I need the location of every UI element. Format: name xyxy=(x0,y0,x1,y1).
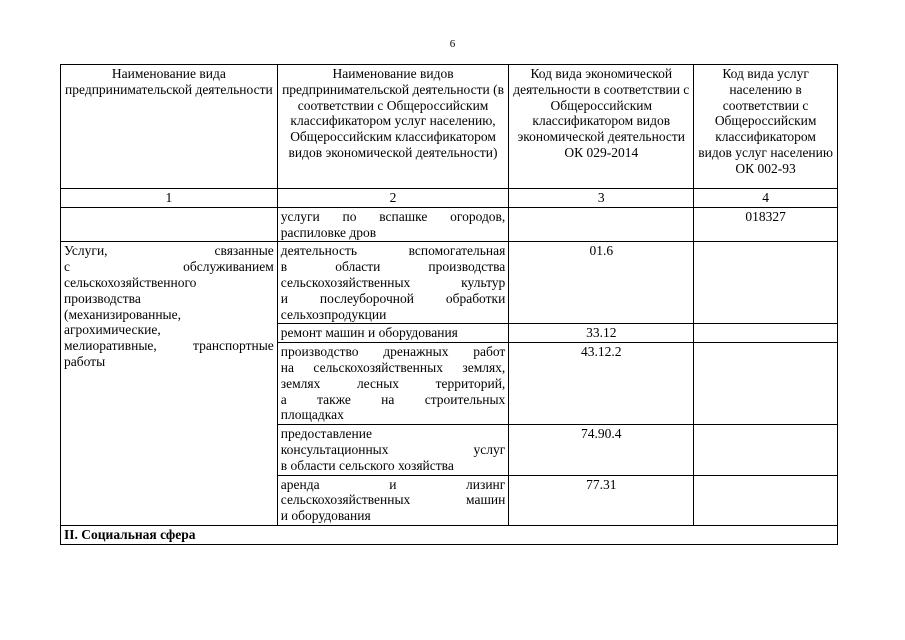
activity-line: предоставление xyxy=(280,426,372,442)
activity-line: на сельскохозяйственных землях, xyxy=(280,359,506,375)
empty-cell xyxy=(509,207,694,242)
activity-name-cell xyxy=(277,343,509,425)
table-row xyxy=(61,207,838,242)
activity-line: аренда и лизинг xyxy=(280,476,506,492)
column-number: 1 xyxy=(61,189,278,208)
column-number: 3 xyxy=(509,189,694,208)
okved-code-cell: 74.90.4 xyxy=(509,425,694,475)
activity-line: распиловке дров xyxy=(280,224,377,240)
activity-line: в области сельского хозяйства xyxy=(280,457,454,473)
activity-name-cell xyxy=(277,207,509,242)
empty-cell xyxy=(694,343,838,425)
group-name-line: сельскохозяйственного xyxy=(64,274,197,290)
group-name-line: Услуги, связанные xyxy=(64,243,274,259)
activity-line: производство дренажных работ xyxy=(280,344,506,360)
header-row xyxy=(61,65,838,189)
group-name-line: производства xyxy=(64,290,141,306)
okved-code-cell: 01.6 xyxy=(509,242,694,324)
group-name-line: с обслуживанием xyxy=(64,259,274,275)
activities-table xyxy=(60,64,838,545)
header-activity-names: Наименование видов предпринимательской деятельности (в соответствии с Общероссийским классификатором услуг населению, Общероссийским классификатором видов экономической деятельности) xyxy=(277,65,509,189)
activity-line: в области производства xyxy=(280,259,506,275)
header-okun-code: Код вида услуг населению в соответствии с Общероссийским классификатором видов услуг населению ОК 002-93 xyxy=(694,65,838,189)
okved-code-cell: 33.12 xyxy=(509,324,694,343)
group-name-line: (механизированные, xyxy=(64,306,181,322)
column-number: 2 xyxy=(277,189,509,208)
okun-code-cell: 018327 xyxy=(694,207,838,242)
activity-line: консультационных услуг xyxy=(280,441,506,457)
activity-name-cell xyxy=(277,242,509,324)
column-number-row xyxy=(61,189,838,208)
activity-line: ремонт машин и оборудования xyxy=(280,325,458,341)
activity-name-cell xyxy=(277,475,509,525)
activity-line: и оборудования xyxy=(280,508,371,524)
activity-line: услуги по вспашке огородов, xyxy=(280,208,506,224)
page-number: 6 xyxy=(449,38,456,50)
activity-line: а также на строительных xyxy=(280,391,506,407)
activity-line: и послеуборочной обработки xyxy=(280,290,506,306)
empty-cell xyxy=(694,475,838,525)
activity-line: деятельность вспомогательная xyxy=(280,243,506,259)
activity-name-cell xyxy=(277,324,509,343)
activity-line: сельскохозяйственных машин xyxy=(280,492,506,508)
empty-cell xyxy=(694,242,838,324)
okved-code-cell: 77.31 xyxy=(509,475,694,525)
column-number: 4 xyxy=(694,189,838,208)
activity-line: сельхозпродукции xyxy=(280,306,387,322)
header-activity-type: Наименование вида предпринимательской деятельности xyxy=(61,65,278,189)
activity-group-name-cell xyxy=(61,242,278,526)
section-title: II. Социальная сфера xyxy=(61,525,838,544)
empty-cell xyxy=(694,425,838,475)
activity-line: землях лесных территорий, xyxy=(280,375,506,391)
group-name-line: работы xyxy=(64,353,106,369)
empty-cell xyxy=(61,207,278,242)
group-name-line: мелиоративные, транспортные xyxy=(64,338,274,354)
activity-line: сельскохозяйственных культур xyxy=(280,274,506,290)
activity-name-cell xyxy=(277,425,509,475)
okved-code-cell: 43.12.2 xyxy=(509,343,694,425)
empty-cell xyxy=(694,324,838,343)
group-name-line: агрохимические, xyxy=(64,322,161,338)
activity-line: площадках xyxy=(280,407,344,423)
header-okved-code: Код вида экономической деятельности в соответствии с Общероссийским классификатором видов экономической деятельности ОК 029-2014 xyxy=(509,65,694,189)
section-row xyxy=(61,525,838,544)
table-row xyxy=(61,242,838,324)
